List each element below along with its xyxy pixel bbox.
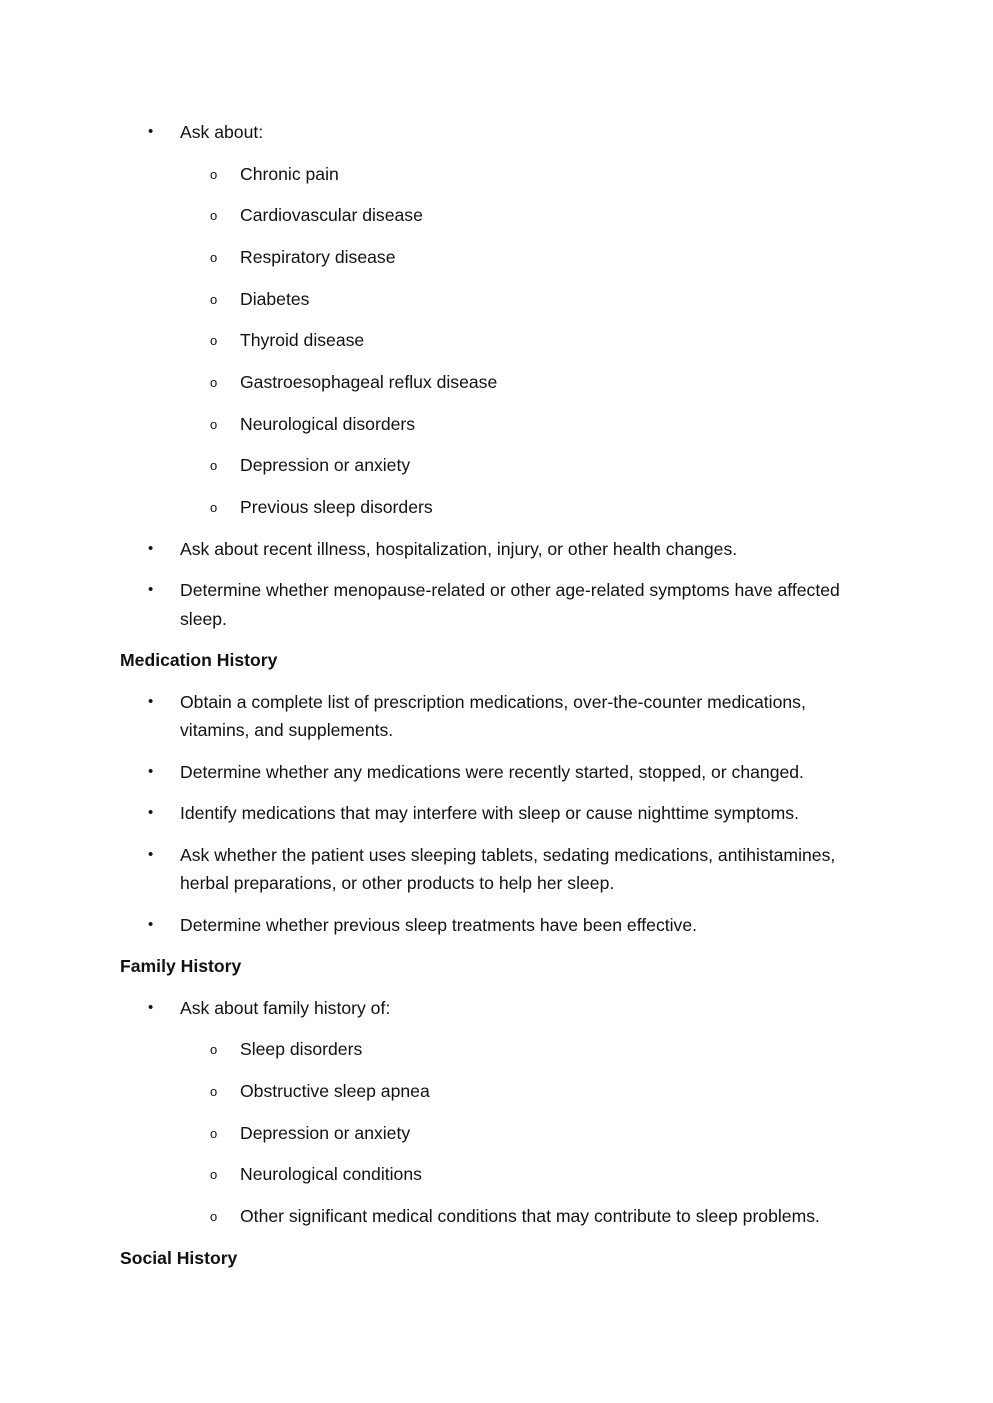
sub-list-item [180,326,880,355]
sub-list-item-text: Thyroid disease [240,330,365,351]
bullet-icon: • [148,762,154,780]
circle-bullet-icon: o [210,1208,218,1224]
list-item-text: Ask about: [180,122,264,142]
circle-bullet-icon: o [210,208,218,224]
circle-bullet-icon: o [210,1167,218,1183]
sub-list-item-text: Depression or anxiety [240,455,411,476]
circle-bullet-icon: o [210,416,218,432]
list-item-text: Determine whether previous sleep treatments have been effective. [180,914,698,935]
sub-list-item [180,410,880,439]
list-item [120,994,880,1231]
section [120,118,880,633]
circle-bullet-icon: o [210,166,218,182]
section [120,952,880,1230]
sub-list-item [180,1119,880,1148]
list-item-text: Ask whether the patient uses sleeping tablets, sedating medications, antihistamines, herbal preparations, or other products to help her sleep. [180,844,836,894]
sub-list-item-text: Neurological conditions [240,1164,422,1185]
circle-bullet-icon: o [210,333,218,349]
sub-list-item-text: Neurological disorders [240,413,416,434]
list-item-text: Determine whether menopause-related or other age-related symptoms have affected sleep. [180,580,840,629]
sub-list-item [180,243,880,272]
sub-list-item-text: Cardiovascular disease [240,205,423,226]
list-item [120,911,880,940]
bullet-icon: • [148,915,154,933]
bullet-icon: • [148,539,154,557]
sub-list-item-text: Gastroesophageal reflux disease [240,371,498,392]
sub-list-item-text: Sleep disorders [240,1039,363,1060]
bullet-icon: • [148,845,154,863]
list-item-text: Determine whether any medications were recently started, stopped, or changed. [180,761,804,782]
sub-list-item-text: Diabetes [240,288,310,309]
list-item [120,535,880,564]
circle-bullet-icon: o [210,249,218,265]
list-item [120,841,880,898]
circle-bullet-icon: o [210,1083,218,1099]
section-heading: Social History [120,1247,238,1268]
bullet-icon: • [148,123,154,140]
circle-bullet-icon: o [210,458,218,474]
bullet-icon: • [148,998,154,1016]
sub-list-item-text: Respiratory disease [240,246,396,267]
list-item [120,688,880,745]
sub-list [180,1035,880,1230]
bullet-icon: • [148,581,154,599]
section [120,1244,880,1273]
sub-list-item [180,451,880,480]
sub-list-item [180,201,880,230]
list-item-text: Ask about family history of: [180,997,391,1018]
bullet-icon: • [148,692,154,710]
sub-list-item-text: Chronic pain [240,163,339,184]
list-item [120,576,880,633]
circle-bullet-icon: o [210,374,218,390]
sub-list-item [180,1035,880,1064]
sub-list-item [180,493,880,522]
sub-list-item [180,160,880,189]
sub-list-item-text: Previous sleep disorders [240,497,433,517]
list-item-text: Identify medications that may interfere with sleep or cause nighttime symptoms. [180,803,799,824]
circle-bullet-icon: o [210,1125,218,1141]
list-item-text: Ask about recent illness, hospitalization, injury, or other health changes. [180,538,738,559]
bullet-icon: • [148,804,154,822]
sub-list-item [180,368,880,397]
sub-list-item [180,1077,880,1106]
sub-list-item-text: Obstructive sleep apnea [240,1080,430,1101]
section [120,646,880,939]
sub-list-item [180,1160,880,1189]
section-heading: Family History [120,956,242,977]
circle-bullet-icon: o [210,1042,218,1058]
sub-list [180,160,880,522]
circle-bullet-icon: o [210,500,218,515]
list-item [120,758,880,787]
sub-list-item [180,1202,880,1231]
sub-list-item [180,285,880,314]
list-item-text: Obtain a complete list of prescription medications, over-the-counter medications, vitamins, and supplements. [180,691,806,741]
section-heading: Medication History [120,650,278,671]
list-item [120,118,880,522]
list-item [120,799,880,828]
document-body [120,118,880,1285]
sub-list-item-text: Other significant medical conditions that may contribute to sleep problems. [240,1205,820,1226]
circle-bullet-icon: o [210,291,218,307]
sub-list-item-text: Depression or anxiety [240,1122,411,1143]
